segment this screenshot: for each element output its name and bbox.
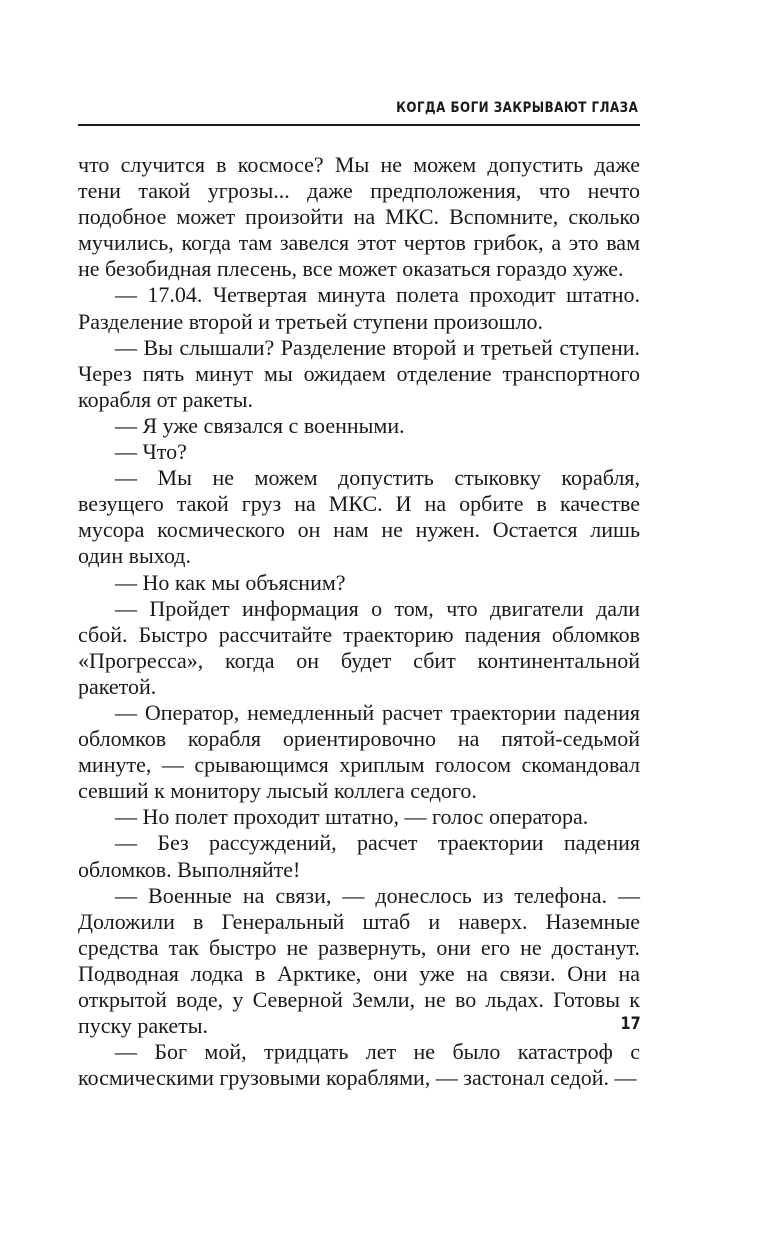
paragraph: — Без рассуждений, расчет траектории падения обломков. Выполняйте! [78,830,640,882]
paragraph: — Но полет проходит штатно, — голос оператора. [115,804,589,830]
paragraph: — Вы слышали? Разделение второй и третьей ступени. Через пять минут мы ожидаем отделение транспортного корабля от ракеты. [78,334,640,412]
paragraph: — 17.04. Четвертая минута полета проходит штатно. Разделение второй и третьей ступени произошло. [78,282,640,334]
paragraph: — Что? [115,439,187,465]
page-number: 17 [620,1014,641,1034]
running-title: КОГДА БОГИ ЗАКРЫВАЮТ ГЛАЗА [395,100,638,116]
running-header [78,100,640,126]
paragraph: — Военные на связи, — донеслось из телефона. — Доложили в Генеральный штаб и наверх. Наземные средства так быстро не развернуть, они его не достанут. Подводная лодка в Арктике, они уже на связи. Они на открытой воде, у Северной Земли, не во льдах. Готовы к пуску ракеты. [78,882,640,1039]
paragraph: — Мы не можем допустить стыковку корабля, везущего такой груз на МКС. И на орбите в качестве мусора космического он нам не нужен. Остается лишь один выход. [78,465,640,569]
paragraph: — Оператор, немедленный расчет траектории падения обломков корабля ориентировочно на пятой-седьмой минуте, — срывающимся хриплым голосом скомандовал севший к монитору лысый коллега седого. [78,699,640,804]
paragraph: — Я уже связался с военными. [115,412,405,438]
paragraph: — Бог мой, тридцать лет не было катастроф с космическими грузовыми кораблями, — застонал седой. — [78,1039,640,1091]
paragraph: что случится в космосе? Мы не можем допустить даже тени такой угрозы... даже предположения, что нечто подобное может произойти на МКС. Вспомните, сколько мучились, когда там завелся этот чертов грибок, а это вам не безобидная плесень, все может оказаться гораздо хуже. [78,152,640,282]
body-text [78,152,640,1091]
paragraph: — Пройдет информация о том, что двигатели дали сбой. Быстро рассчитайте траекторию падения обломков «Прогресса», когда он будет сбит континентальной ракетой. [78,595,640,699]
paragraph: — Но как мы объясним? [115,569,346,595]
